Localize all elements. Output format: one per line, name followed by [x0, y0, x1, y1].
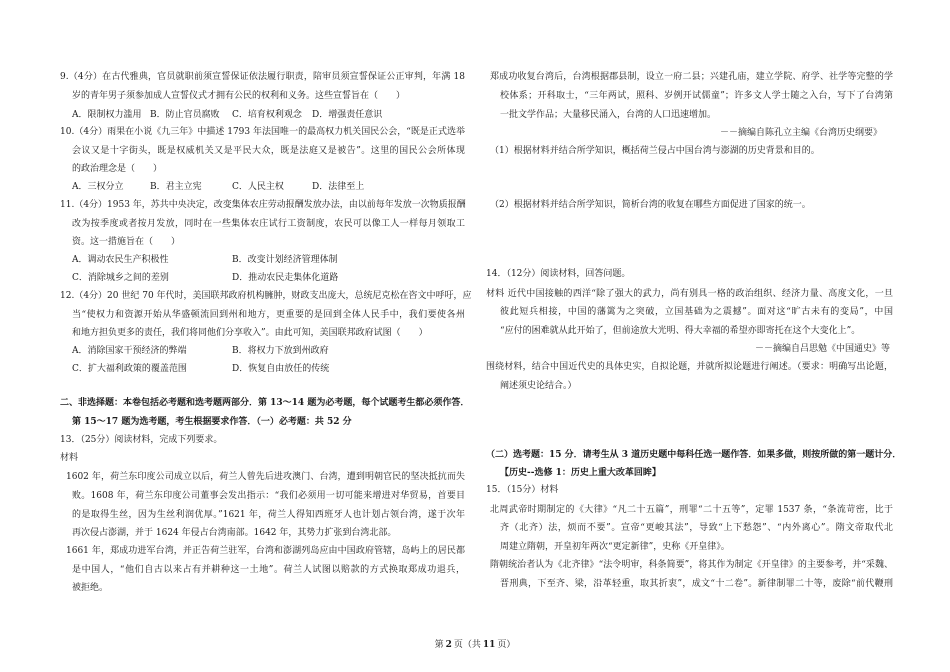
q14-material-line-2: 彼此短兵相接，中国的藩篱为之突破，立国基础为之震撼”。面对这“旷古未有的变局”，中国 — [500, 307, 893, 317]
q12-stem-line-2: 当“使权力和资源开始从华盛顿流回到州和地方，更重要的是回到全体人民手中，我们要使各州 — [72, 310, 465, 320]
q15-para1-line-1: 北周武帝时期制定的《大律》“凡二十五篇”，刑罪“二十五等”，定罪 1537 条，“条流苛密，比于 — [490, 505, 893, 515]
q14-material-line-1: 材料 近代中国接触的西洋“除了强大的武力，尚有别具一格的政治组织、经济力量、高度文化，一旦 — [486, 289, 893, 299]
q10-stem-line-3: 的政治理念是（ ） — [72, 164, 163, 174]
q10-stem-line-1: 10.（4分）雨果在小说《九三年》中描述 1793 年法国唯一的最高权力机关国民公会，“既是正式选举 — [60, 127, 465, 137]
q13-material-label: 材料 — [60, 453, 79, 463]
q13-subquestion-2: （2）根据材料并结合所学知识，简析台湾的收复在哪些方面促进了国家的统一。 — [490, 200, 811, 210]
q14-title: 14．（12分）阅读材料，回答问题。 — [486, 269, 631, 279]
q13-source: －－摘编自陈孔立主编《台湾历史纲要》 — [720, 128, 883, 138]
q13-title: 13．（25分）阅读材料，完成下列要求。 — [60, 435, 223, 445]
footer-total-pages: 11 — [482, 640, 496, 650]
q15-title: 15．（15分）材料 — [486, 485, 559, 495]
q11-option-a: A．调动农民生产积极性 — [72, 255, 169, 265]
footer-prefix: 第 — [434, 640, 444, 650]
footer-page-number: 2 — [445, 640, 452, 650]
q15-para2-line-2: 晋刑典，下至齐、梁，沿革轻重，取其折衷”，成文“十二卷”。新律制罪二十等，废除“前代鞭刑 — [500, 579, 893, 589]
q13-para2-line-1: 1661 年，郑成功进军台湾，并正告荷兰驻军，台湾和澎湖列岛应由中国政府管辖，岛屿上的居民都 — [66, 546, 465, 556]
footer-suffix: 页） — [497, 640, 516, 650]
q12-stem-line-1: 12.（4分）20 世纪 70 年代时，美国联邦政府机构臃肿，财政支出庞大，总统尼克松在咨文中呼吁，应 — [60, 291, 472, 301]
q13-para1-line-4: 再次侵占澎湖，并于 1624 年侵占台湾南部。1642 年，其势力扩张到台湾北部。 — [72, 528, 397, 538]
q12-option-a: A．消除国家干预经济的弊端 — [72, 346, 187, 356]
q15-para1-line-2: 齐（北齐）法，烦而不要”。宣帝“更峻其法”，导致“上下愁怨”、“内外离心”。隋文帝取代北 — [500, 523, 893, 533]
section-3-heading-line-1: （二）选考题：15 分．请考生从 3 道历史题中每科任选一题作答．如果多做，则按所做的第一题计分． — [486, 450, 902, 460]
q9-option-c: C．培育权利观念 — [232, 110, 302, 120]
q13-para1-line-2: 败。1608 年，荷兰东印度公司董事会发出指示：“我们必须用一切可能来增进对华贸易，首要目 — [72, 491, 465, 501]
q15-para1-line-3: 周建立隋朝，开皇初年两次“更定新律”，史称《开皇律》。 — [500, 542, 730, 552]
q11-stem-line-2: 改为按季度或者按月发放，同时在一些集体农庄试行工资制度，农民可以像工人一样每月领取工 — [72, 219, 465, 229]
q11-option-d: D．推动农民走集体化道路 — [232, 273, 339, 283]
section-2-heading-line-1: 二、非选择题：本卷包括必考题和选考题两部分．第 13～14 题为必考题，每个试题考生都必须作答． — [60, 398, 470, 408]
q13-para2-line-3: 被拒绝。 — [72, 583, 109, 593]
q10-option-b: B．君主立宪 — [150, 182, 202, 192]
section-3-elective-title: 【历史--选修 1：历史上重大改革回眸】 — [500, 468, 661, 478]
q10-option-a: A．三权分立 — [72, 182, 124, 192]
q9-option-d: D．增强责任意识 — [312, 110, 383, 120]
footer-middle: 页（共 — [453, 640, 481, 650]
q12-option-c: C．扩大福利政策的覆盖范围 — [72, 364, 187, 374]
q15-para2-line-1: 隋朝统治者认为《北齐律》“法令明审，科条简要”，将其作为制定《开皇律》的主要参考，并“采魏、 — [490, 560, 893, 570]
q9-option-a: A．限制权力滥用 — [72, 110, 142, 120]
q13-para1-line-3: 的是取得生丝，因为生丝利润优厚。”1621 年，荷兰人得知西班牙人也计划占领台湾，遂于次年 — [72, 510, 465, 520]
q11-option-c: C．消除城乡之间的差别 — [72, 273, 169, 283]
q14-task-line-2: 阐述须史论结合。） — [500, 381, 577, 391]
q11-stem-line-1: 11.（4分）1953 年，苏共中央决定，改变集体农庄劳动报酬发放办法，由以前每年发放一次物质报酬 — [60, 200, 466, 210]
q9-option-b: B．防止官员腐败 — [150, 110, 220, 120]
q10-option-c: C．人民主权 — [232, 182, 284, 192]
q14-task-line-1: 围绕材料，结合中国近代史的具体史实，自拟论题，并就所拟论题进行阐述。（要求：明确写出论题， — [486, 362, 893, 372]
q12-option-d: D．恢复自由放任的传统 — [232, 364, 330, 374]
q11-stem-line-3: 资。这一措施旨在（ ） — [72, 237, 181, 247]
q13-para2-line-2: 是中国人，“他们自古以来占有并耕种这一土地”。荷兰人试图以赔款的方式换取郑成功退兵， — [72, 565, 465, 575]
q14-material-line-3: “应付的困难就从此开始了，但前途放大光明、得大幸福的希望亦即寄托在这个大变化上”。 — [500, 326, 861, 336]
q13-para1-line-1: 1602 年，荷兰东印度公司成立以后，荷兰人曾先后进攻澳门、台湾，遭到明朝官民的坚决抵抗而失 — [66, 472, 465, 482]
q10-stem-line-2: 会议又是十字街头，既是权威机关又是平民大众，既是法庭又是被告”。这里的国民公会所体现 — [72, 146, 465, 156]
page-footer — [0, 639, 950, 652]
q13-para3-line-3: 一批文学作品；大量移民涌入，台湾的人口迅速增加。 — [500, 110, 717, 120]
q13-para3-line-2: 校体系；开科取士，“三年两试，照科、岁例开试儒童”；许多文人学士随之入台，写下了台湾第 — [500, 91, 893, 101]
q10-option-d: D．法律至上 — [312, 182, 365, 192]
q11-option-b: B．改变计划经济管理体制 — [232, 255, 338, 265]
q12-stem-line-3: 和地方担负更多的责任，我们将同他们分享收入”。由此可知，美国联邦政府试图（ ） — [72, 328, 428, 338]
q13-subquestion-1: （1）根据材料并结合所学知识，概括荷兰侵占中国台湾与澎湖的历史背景和目的。 — [490, 146, 820, 156]
q12-option-b: B．将权力下放到州政府 — [232, 346, 329, 356]
q9-stem-line-1: 9.（4分）在古代雅典，官员就职前须宣誓保证依法履行职责，陪审员须宣誓保证公正审判，年满 18 — [60, 72, 465, 82]
q13-para3-line-1: 郑成功收复台湾后，台湾根据郡县制，设立一府二县；兴建孔庙，建立学院、府学、社学等完整的学 — [490, 72, 893, 82]
section-2-heading-line-2: 第 15～17 题为选考题，考生根据要求作答．（一）必考题：共 52 分 — [72, 417, 352, 427]
q14-source: －－摘编自吕思勉《中国通史》等 — [755, 344, 891, 354]
q9-stem-line-2: 岁的青年男子须参加成人宣誓仪式才拥有公民的权利和义务。这些宣誓旨在（ ） — [72, 91, 406, 101]
